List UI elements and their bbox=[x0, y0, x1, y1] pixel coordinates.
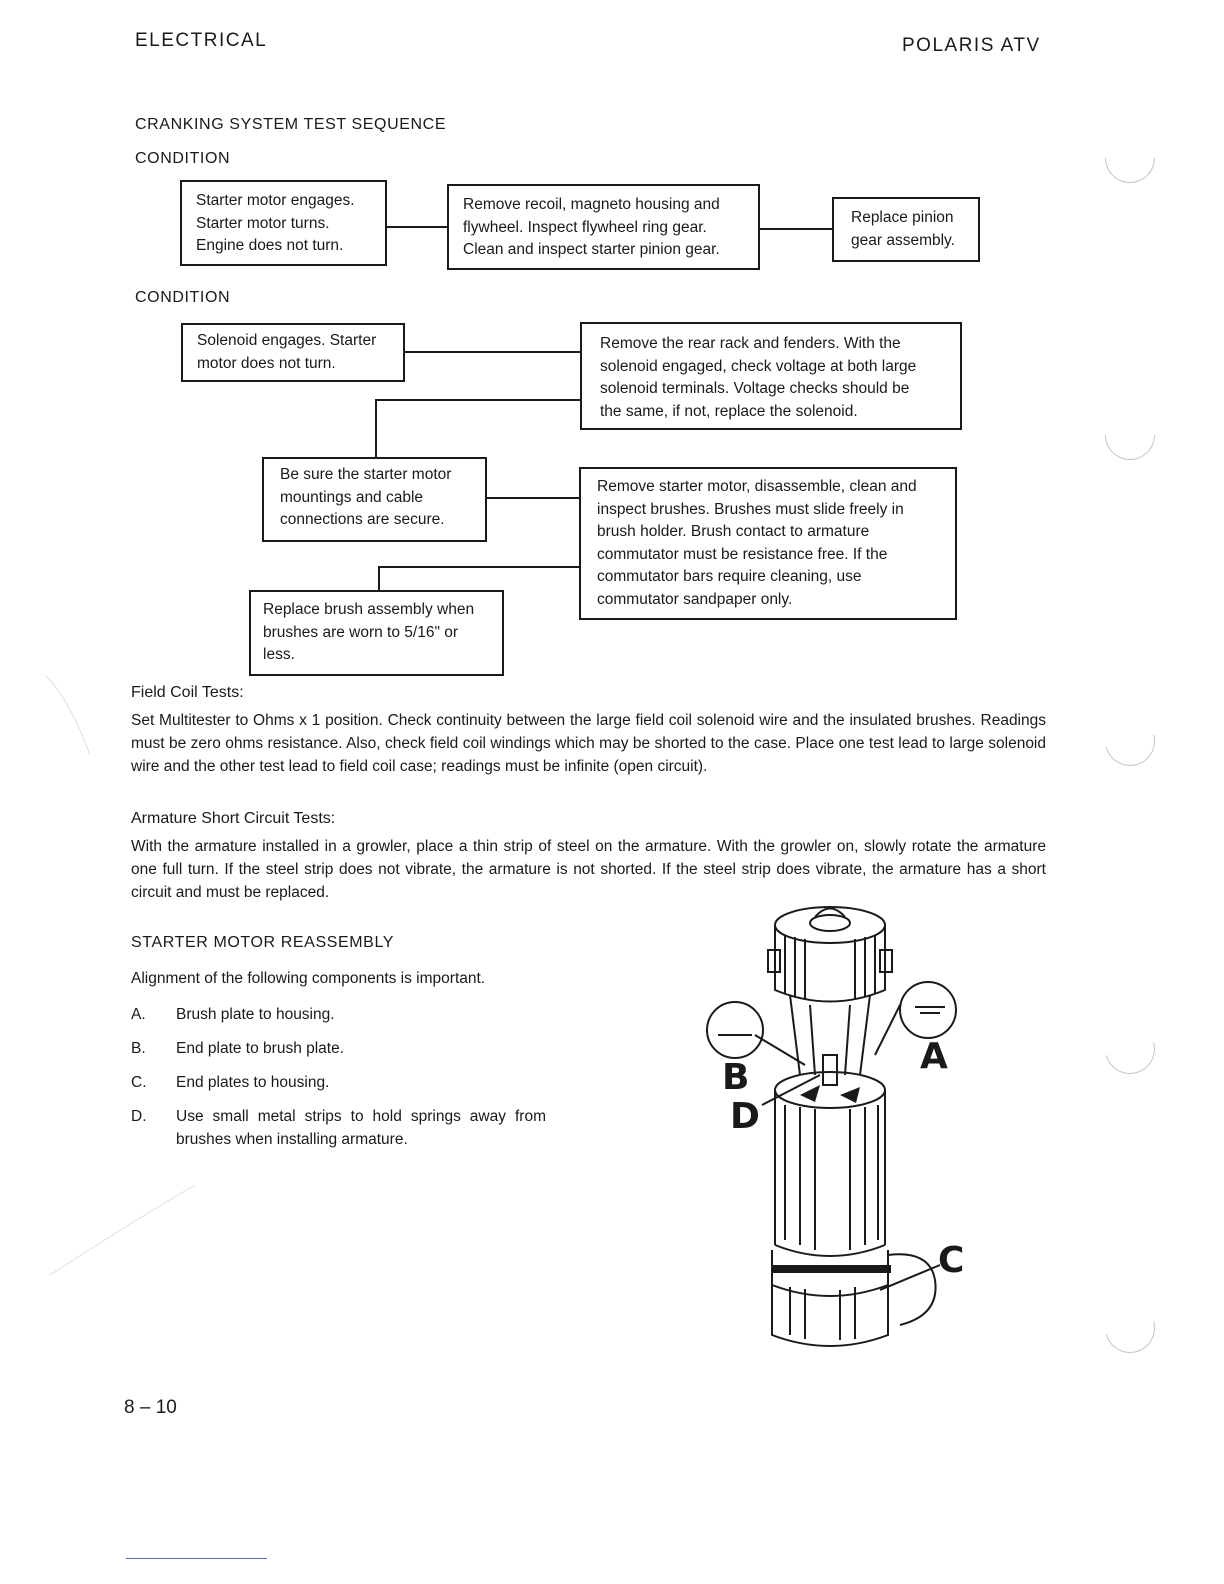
binder-hole-mark bbox=[1096, 1015, 1164, 1083]
connector-line bbox=[375, 399, 581, 401]
reassembly-intro: Alignment of the following components is important. bbox=[131, 970, 486, 987]
flow-box-line: commutator bars require cleaning, use bbox=[597, 568, 862, 585]
connector-line bbox=[378, 566, 580, 568]
connector-line bbox=[405, 351, 581, 353]
connector-line bbox=[378, 566, 380, 591]
flow-box-line: Starter motor turns. bbox=[196, 214, 330, 232]
scan-mark bbox=[40, 670, 110, 760]
armature-title: Armature Short Circuit Tests: bbox=[131, 810, 336, 827]
scan-mark bbox=[45, 1180, 205, 1280]
binder-hole-mark bbox=[1096, 1294, 1164, 1362]
flow-box-line: gear assembly. bbox=[851, 231, 955, 249]
flow-box-solenoid-engages bbox=[181, 323, 405, 382]
scan-edge-line bbox=[126, 1558, 267, 1559]
list-key: B. bbox=[131, 1040, 146, 1057]
binder-hole-mark bbox=[1095, 123, 1166, 194]
header-left: ELECTRICAL bbox=[135, 30, 268, 51]
flow-box-line: flywheel. Inspect flywheel ring gear. bbox=[463, 218, 707, 236]
flow-box-line: Remove the rear rack and fenders. With the bbox=[600, 335, 901, 352]
list-key: D. bbox=[131, 1108, 147, 1125]
flow-box-replace-brush bbox=[249, 590, 504, 676]
field-coil-title: Field Coil Tests: bbox=[131, 684, 244, 701]
flow-box-line: Replace pinion bbox=[851, 209, 954, 226]
list-key: C. bbox=[131, 1074, 147, 1091]
callout-c: C bbox=[938, 1240, 965, 1281]
callout-b: B bbox=[722, 1057, 750, 1098]
flow-box-line: brush holder. Brush contact to armature bbox=[597, 523, 870, 540]
flow-box-line: Clean and inspect starter pinion gear. bbox=[463, 241, 720, 258]
binder-hole-mark bbox=[1096, 707, 1164, 775]
flow-box-remove-recoil bbox=[447, 184, 760, 270]
connector-line bbox=[375, 399, 377, 457]
flow-box-line: connections are secure. bbox=[280, 511, 445, 528]
flow-box-line: Remove recoil, magneto housing and bbox=[463, 196, 720, 213]
flow-box-inspect-brushes bbox=[579, 467, 957, 620]
connector-line bbox=[387, 226, 448, 228]
flow-box-line: motor does not turn. bbox=[197, 354, 336, 372]
flow-box-line: Solenoid engages. Starter bbox=[197, 332, 377, 349]
flow-box-starter-engages bbox=[180, 180, 387, 266]
flow-box-line: Remove starter motor, disassemble, clean and bbox=[597, 478, 917, 495]
flow-box-line: mountings and cable bbox=[280, 488, 424, 506]
flow-box-line: commutator sandpaper only. bbox=[597, 590, 793, 608]
flow-box-line: Starter motor engages. bbox=[196, 192, 355, 209]
flow-box-check-solenoid-voltage bbox=[580, 322, 962, 430]
flow-box-line: the same, if not, replace the solenoid. bbox=[600, 402, 858, 420]
flow-box-line: commutator must be resistance free. If the bbox=[597, 545, 888, 563]
header-right: POLARIS ATV bbox=[902, 35, 1041, 56]
reassembly-title: STARTER MOTOR REASSEMBLY bbox=[131, 934, 395, 951]
list-key: A. bbox=[131, 1006, 146, 1023]
flow-box-line: solenoid engaged, check voltage at both large bbox=[600, 357, 917, 375]
list-text: Brush plate to housing. bbox=[176, 1006, 335, 1023]
flow-box-check-mountings bbox=[262, 457, 487, 542]
flow-box-line: brushes are worn to 5/16" or bbox=[263, 623, 459, 641]
callout-a: A bbox=[920, 1036, 948, 1077]
list-text: End plates to housing. bbox=[176, 1074, 330, 1091]
connector-line bbox=[487, 497, 580, 499]
list-text: End plate to brush plate. bbox=[176, 1040, 345, 1057]
callout-d: D bbox=[730, 1096, 760, 1137]
section-title: CRANKING SYSTEM TEST SEQUENCE bbox=[135, 116, 447, 133]
flow-box-line: less. bbox=[263, 646, 295, 663]
condition-label-2: CONDITION bbox=[135, 289, 231, 306]
page-number: 8 – 10 bbox=[124, 1397, 177, 1418]
connector-line bbox=[760, 228, 833, 230]
field-coil-body: Set Multitester to Ohms x 1 position. Check continuity between the large field coil solenoid wire and the insulated brushes. Readings must be zero ohms resistance. Also, check field coil windings which may be shorted to the case. Place one test lead to large solenoid wire and the other test lead to field coil case; readings must be infinite (open circuit). bbox=[131, 712, 1046, 775]
flow-box-line: solenoid terminals. Voltage checks should be bbox=[600, 380, 910, 397]
condition-label-1: CONDITION bbox=[135, 150, 231, 167]
flow-box-replace-pinion bbox=[832, 197, 980, 262]
armature-body: With the armature installed in a growler, place a thin strip of steel on the armature. With the growler on, slowly rotate the armature one full turn. If the steel strip does not vibrate, the armature is not shorted. If the steel strip does vibrate, the armature has a short circuit and must be replaced. bbox=[131, 838, 1046, 901]
flow-box-line: inspect brushes. Brushes must slide freely in bbox=[597, 500, 904, 518]
flow-box-line: Replace brush assembly when bbox=[263, 601, 475, 618]
flow-box-line: Engine does not turn. bbox=[196, 237, 344, 254]
binder-hole-mark bbox=[1095, 400, 1166, 471]
flow-box-line: Be sure the starter motor bbox=[280, 466, 452, 483]
list-text: Use small metal strips to hold springs away from brushes when installing armature. bbox=[176, 1108, 546, 1148]
